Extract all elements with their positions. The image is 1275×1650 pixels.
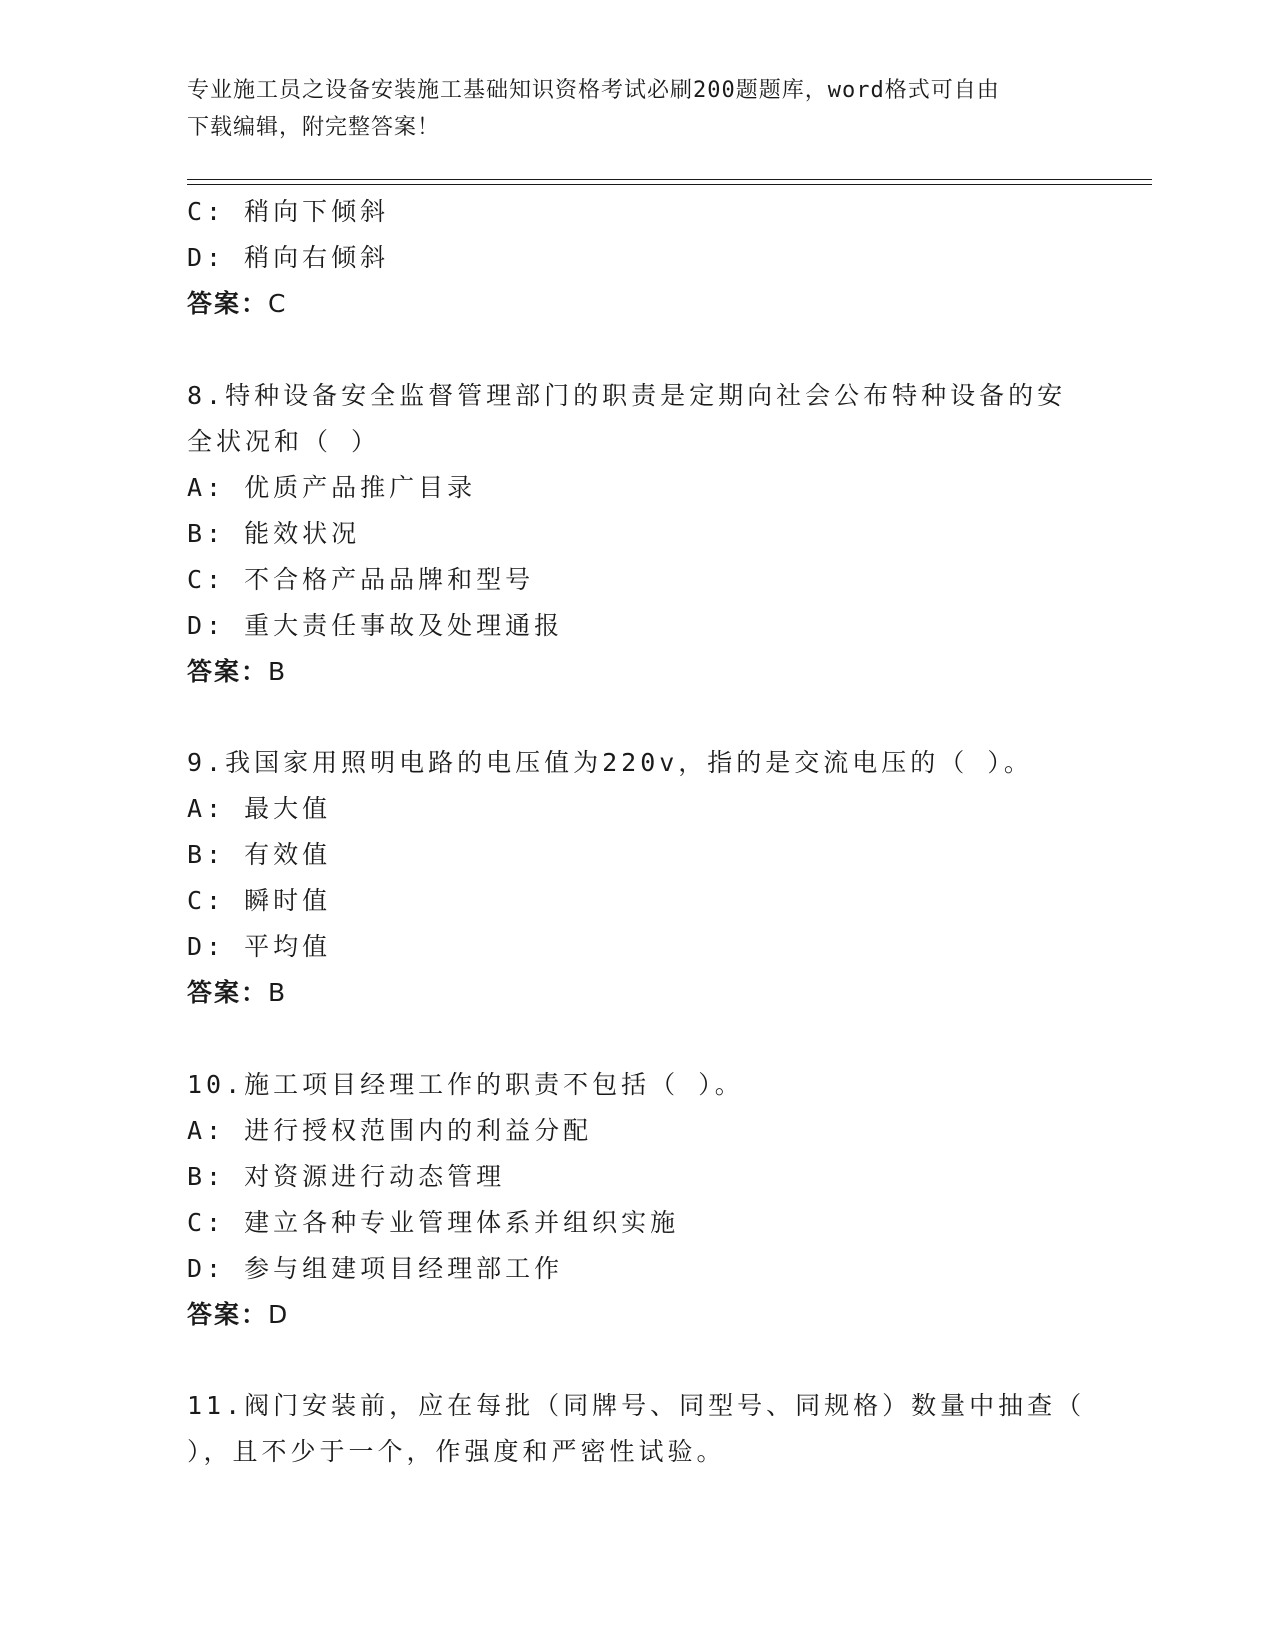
- header-line-2: 下载编辑，附完整答案！: [187, 115, 441, 140]
- q9-stem: 9.我国家用照明电路的电压值为220v，指的是交流电压的（ ）。: [187, 748, 1033, 777]
- q8-option-b: B: 能效状况: [187, 519, 361, 548]
- q10-answer: [187, 1295, 289, 1331]
- q8-option-d: D: 重大责任事故及处理通报: [187, 611, 564, 640]
- answer-value: B: [268, 657, 288, 686]
- q11-stem-line-1: 11.阀门安装前，应在每批（同牌号、同型号、同规格）数量中抽查（: [187, 1391, 1086, 1420]
- q9-answer: [187, 973, 287, 1009]
- answer-value: D: [268, 1300, 290, 1329]
- q9-option-b: B: 有效值: [187, 840, 332, 869]
- q8-stem-line-2: 全状况和（ ）: [187, 427, 381, 456]
- header-divider-bottom: [187, 184, 1152, 185]
- answer-label: 答案：: [187, 978, 269, 1007]
- answer-label: 答案：: [187, 1300, 269, 1329]
- q8-option-c: C: 不合格产品品牌和型号: [187, 565, 535, 594]
- document-header: [187, 72, 1087, 146]
- q10-option-c: C: 建立各种专业管理体系并组织实施: [187, 1208, 680, 1237]
- q9-option-a: A: 最大值: [187, 794, 332, 823]
- q7-option-c: C: 稍向下倾斜: [187, 197, 390, 226]
- q7-answer: [187, 284, 287, 320]
- q10-stem: 10.施工项目经理工作的职责不包括（ ）。: [187, 1070, 744, 1099]
- header-divider-top: [187, 179, 1152, 180]
- answer-label: 答案：: [187, 289, 269, 318]
- q8-stem-line-1: 8.特种设备安全监督管理部门的职责是定期向社会公布特种设备的安: [187, 381, 1067, 410]
- answer-value: B: [268, 978, 288, 1007]
- q7-option-d: D: 稍向右倾斜: [187, 243, 390, 272]
- q10-option-d: D: 参与组建项目经理部工作: [187, 1254, 564, 1283]
- q10-option-b: B: 对资源进行动态管理: [187, 1162, 506, 1191]
- answer-value: C: [268, 289, 288, 318]
- q8-answer: [187, 652, 287, 688]
- header-line-1: 专业施工员之设备安装施工基础知识资格考试必刷200题题库，word格式可自由: [187, 78, 1000, 103]
- q8-option-a: A: 优质产品推广目录: [187, 473, 477, 502]
- answer-label: 答案：: [187, 657, 269, 686]
- q11-stem-line-2: ），且不少于一个，作强度和严密性试验。: [187, 1437, 726, 1466]
- q9-option-d: D: 平均值: [187, 932, 332, 961]
- q9-option-c: C: 瞬时值: [187, 886, 332, 915]
- q10-option-a: A: 进行授权范围内的利益分配: [187, 1116, 593, 1145]
